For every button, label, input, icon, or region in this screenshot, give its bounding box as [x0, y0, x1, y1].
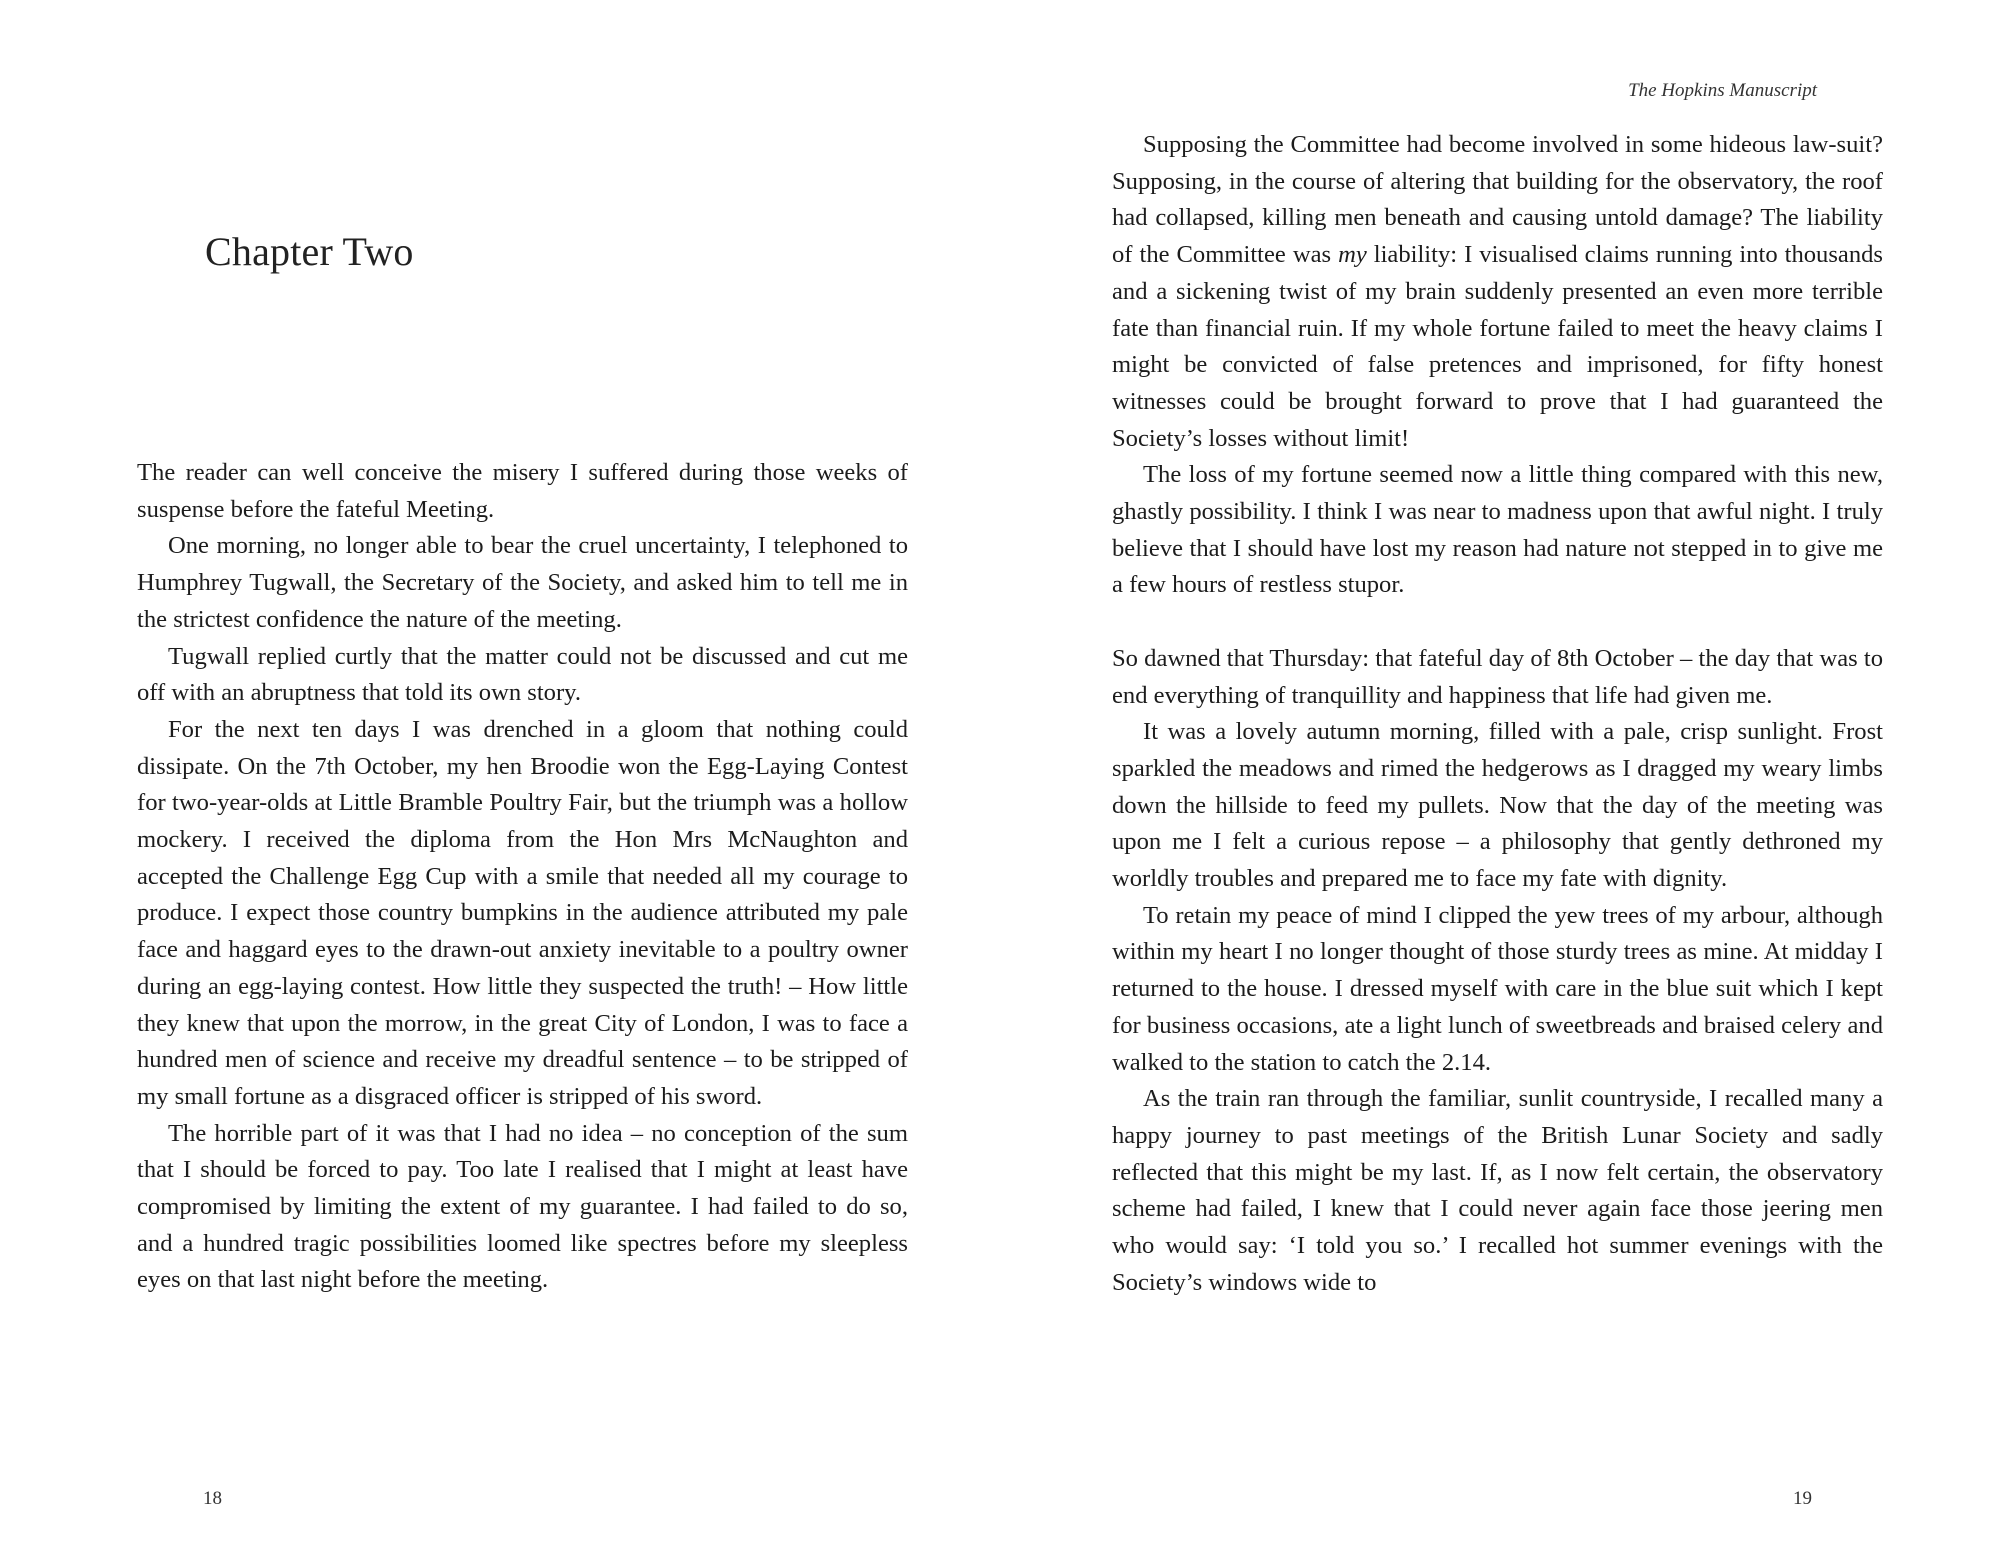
paragraph: To retain my peace of mind I clipped the yew trees of my arbour, although within my heart I no longer thought of those sturdy trees as mine. At midday I returned to the house. I dressed myself with care in the blue suit which I kept for business occasions, ate a light lunch of sweetbreads and braised celery and walked to the station to catch the 2.14. — [1112, 901, 1883, 1076]
right-page — [1000, 0, 2000, 1547]
paragraph: The loss of my fortune seemed now a little thing compared with this new, ghastly possibility. I think I was near to madness upon that awful night. I truly believe that I should have lost my reason had nature not stepped in to give me a few hours of restless stupor. — [1112, 461, 1883, 599]
left-page-body — [137, 455, 908, 1299]
page-number: 18 — [203, 1488, 222, 1509]
right-page-body — [1112, 127, 1883, 1301]
text-run: liability: I visualised claims running into thousands and a sickening twist of my brain suddenly presented an even more terrible fate than financial ruin. If my whole fortune failed to meet the heavy claims I might be convicted of false pretences and imprisoned, for fifty honest witnesses could be brought forward to prove that I had guaranteed the Society’s losses without limit! — [1112, 241, 1883, 452]
paragraph — [1112, 127, 1883, 457]
page-number: 19 — [1793, 1488, 1812, 1509]
paragraph: Tugwall replied curtly that the matter could not be discussed and cut me off with an abruptness that told its own story. — [137, 642, 908, 707]
paragraph: The horrible part of it was that I had no idea – no conception of the sum that I should be forced to pay. Too late I realised that I might at least have compromised by limiting the extent of my guarantee. I had failed to do so, and a hundred tragic possibilities loomed like spectres before my sleepless eyes on that last night before the meeting. — [137, 1119, 908, 1294]
paragraph: It was a lovely autumn morning, filled with a pale, crisp sunlight. Frost sparkled the meadows and rimed the hedgerows as I dragged my weary limbs down the hillside to feed my pullets. Now that the day of the meeting was upon me I felt a curious repose – a philosophy that gently dethroned my worldly troubles and prepared me to face my fate with dignity. — [1112, 718, 1883, 893]
chapter-title: Chapter Two — [205, 229, 414, 274]
paragraph: So dawned that Thursday: that fateful day of 8th October – the day that was to end everything of tranquillity and happiness that life had given me. — [1112, 644, 1883, 709]
paragraph: The reader can well conceive the misery I suffered during those weeks of suspense before the fateful Meeting. — [137, 459, 908, 523]
emphasis: my — [1338, 241, 1367, 269]
paragraph: As the train ran through the familiar, sunlit countryside, I recalled many a happy journey to past meetings of the British Lunar Society and sadly reflected that this might be my last. If, as I now felt certain, the observatory scheme had failed, I knew that I could never again face those jeering men who would say: ‘I told you so.’ I recalled hot summer evenings with the Society’s windows wide to — [1112, 1085, 1883, 1296]
running-head: The Hopkins Manuscript — [1628, 80, 1817, 101]
paragraph: One morning, no longer able to bear the cruel uncertainty, I telephoned to Humphrey Tugwall, the Secretary of the Society, and asked him to tell me in the strictest confidence the nature of the meeting. — [137, 532, 908, 633]
text-run: Supposing the Committee had become involved in some hideous law-suit? Supposing, in the course of altering that building for the observatory, the roof had collapsed, killing men beneath and causing untold damage? The liability of the Committee was — [1112, 131, 1883, 269]
paragraph: For the next ten days I was drenched in a gloom that nothing could dissipate. On the 7th October, my hen Broodie won the Egg-Laying Contest for two-year-olds at Little Bramble Poultry Fair, but the triumph was a hollow mockery. I received the diploma from the Hon Mrs McNaughton and accepted the Challenge Egg Cup with a smile that needed all my courage to produce. I expect those country bumpkins in the audience attributed my pale face and haggard eyes to the drawn-out anxiety inevitable to a poultry owner during an egg-laying contest. How little they suspected the truth! – How little they knew that upon the morrow, in the great City of London, I was to face a hundred men of science and receive my dreadful sentence – to be stripped of my small fortune as a disgraced officer is stripped of his sword. — [137, 715, 908, 1110]
